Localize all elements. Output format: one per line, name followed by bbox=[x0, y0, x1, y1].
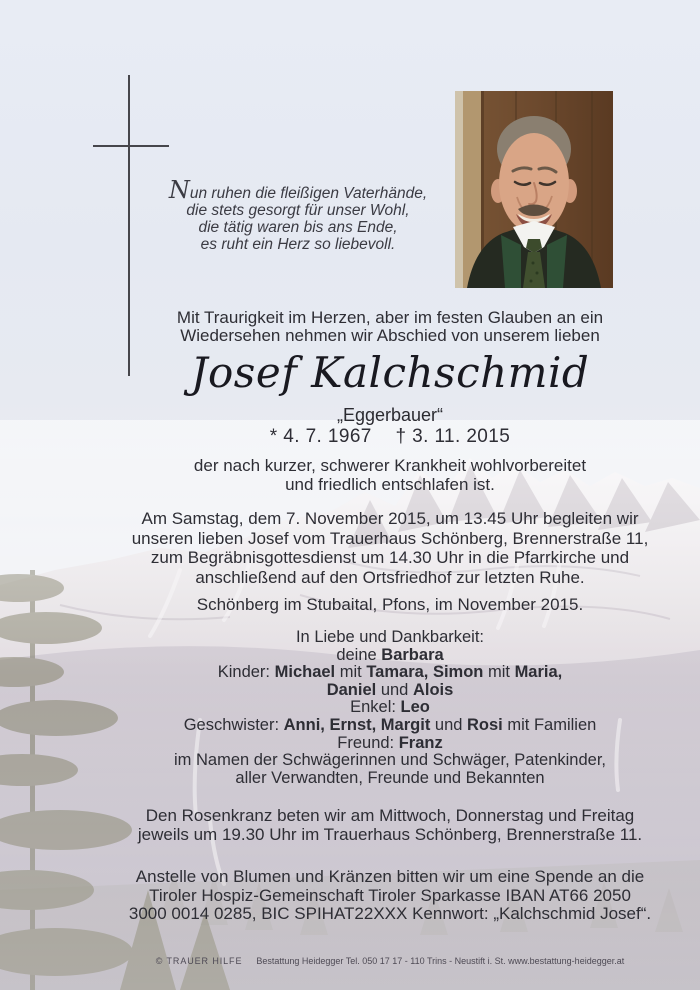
mourners-line: Daniel und Alois bbox=[326, 680, 454, 699]
mourners-line: In Liebe und Dankbarkeit: bbox=[295, 628, 485, 646]
mourners-line: deine Barbara bbox=[336, 645, 444, 664]
place-date-line: Schönberg im Stubaital, Pfons, im November 2015. bbox=[196, 595, 584, 614]
funeral-details: Am Samstag, dem 7. November 2015, um 13.45 Uhr begleiten wir unseren lieben Josef vom Trauerhaus Schönberg, Brennerstraße 11, zum Begräbnisgottesdienst um 14.30 Uhr in die Pfarrkirche und anschließend auf den Ortsfriedhof zur letzten Ruhe. bbox=[131, 509, 649, 587]
donation-request: Anstelle von Blumen und Kränzen bitten wir um eine Spende an die Tiroler Hospiz-Gemeinschaft Tiroler Sparkasse IBAN AT66 2050 3000 0014 0285, BIC SPIHAT22XXX Kennwort: „Kalchschmid Josef“. bbox=[128, 867, 652, 923]
funeral-home-info: Bestattung Heidegger Tel. 050 17 17 - 110 Trins - Neustift i. St. www.bestattung-heidegger.at bbox=[256, 956, 625, 966]
rosary-announcement: Den Rosenkranz beten wir am Mittwoch, Donnerstag und Freitag jeweils um 19.30 Uhr im Trauerhaus Schönberg, Brennerstraße 11. bbox=[137, 806, 643, 844]
memorial-poem: Nun ruhen die fleißigen Vaterhände, die stets gesorgt für unser Wohl, die tätig waren bis ans Ende, es ruht ein Herz so liebevoll. bbox=[168, 176, 428, 253]
birth-date: * 4. 7. 1967 bbox=[269, 426, 372, 447]
funeral-home-footer bbox=[75, 956, 700, 966]
trauer-hilfe-brand: © TRAUER HILFE bbox=[155, 956, 243, 966]
deceased-name: Josef Kalchschmid bbox=[190, 348, 590, 397]
mourners-line: aller Verwandten, Freunde und Bekannten bbox=[235, 768, 545, 787]
deceased-nickname: „Eggerbauer“ bbox=[336, 405, 444, 425]
life-dates bbox=[75, 426, 700, 448]
mourners-line: Geschwister: Anni, Ernst, Margit und Rosi mit Familien bbox=[183, 715, 597, 734]
mourners-line: Enkel: Leo bbox=[350, 698, 430, 717]
intro-text: Mit Traurigkeit im Herzen, aber im festen Glauben an ein Wiedersehen nehmen wir Abschied von unserem lieben bbox=[176, 308, 604, 345]
death-date: † 3. 11. 2015 bbox=[395, 426, 511, 447]
mourners-list bbox=[75, 629, 700, 787]
cross-horizontal-bar bbox=[93, 145, 169, 147]
mourners-line: Kinder: Michael mit Tamara, Simon mit Maria, bbox=[217, 663, 563, 682]
mourners-line: Freund: Franz bbox=[337, 733, 443, 752]
death-note: der nach kurzer, schwerer Krankheit wohlvorbereitet und friedlich entschlafen ist. bbox=[193, 456, 587, 494]
mourners-line: im Namen der Schwägerinnen und Schwäger, Patenkinder, bbox=[173, 751, 606, 770]
